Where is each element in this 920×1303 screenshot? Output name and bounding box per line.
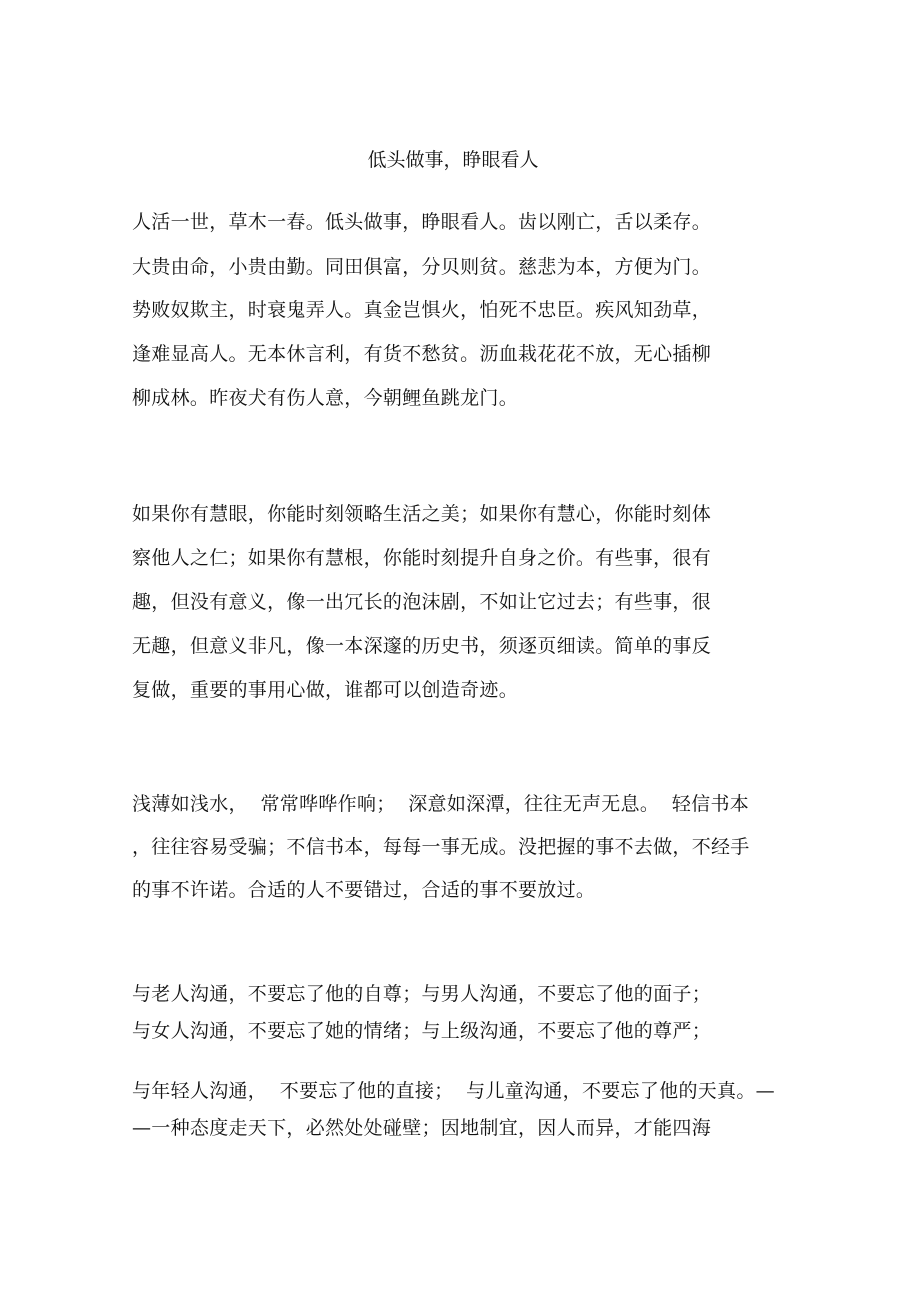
paragraph-5-line-2: —一种态度走天下，必然处处碰壁；因地制宜，因人而异，才能四海 [132, 1117, 712, 1139]
paragraph-2-line-4: 无趣，但意义非凡，像一本深邃的历史书，须逐页细读。简单的事反 [132, 635, 712, 657]
document-title: 低头做事，睁眼看人 [367, 149, 539, 171]
paragraph-1-line-4: 逢难显高人。无本休言利，有货不愁贫。沥血栽花花不放，无心插柳 [132, 343, 712, 365]
paragraph-2-line-3: 趣，但没有意义，像一出冗长的泡沫剧，不如让它过去；有些事，很 [132, 591, 712, 613]
paragraph-2-line-5: 复做，重要的事用心做，谁都可以创造奇迹。 [132, 679, 519, 701]
paragraph-2-line-1: 如果你有慧眼，你能时刻领略生活之美；如果你有慧心，你能时刻体 [132, 503, 712, 525]
paragraph-2-line-2: 察他人之仁；如果你有慧根，你能时刻提升自身之价。有些事，很有 [132, 547, 712, 569]
paragraph-1-line-5: 柳成林。昨夜犬有伤人意，今朝鲤鱼跳龙门。 [132, 387, 519, 409]
paragraph-4-line-2: 与女人沟通，不要忘了她的情绪；与上级沟通，不要忘了他的尊严； [132, 1020, 712, 1042]
paragraph-5-line-1: 与年轻人沟通， 不要忘了他的直接； 与儿童沟通，不要忘了他的天真。— [132, 1080, 775, 1102]
paragraph-1-line-2: 大贵由命，小贵由勤。同田俱富，分贝则贫。慈悲为本，方便为门。 [132, 256, 712, 278]
paragraph-4-line-1: 与老人沟通，不要忘了他的自尊；与男人沟通，不要忘了他的面子； [132, 983, 712, 1005]
paragraph-3-line-3: 的事不许诺。合适的人不要错过，合适的事不要放过。 [132, 879, 596, 901]
paragraph-3-line-1: 浅薄如浅水， 常常哗哗作响； 深意如深潭，往往无声无息。 轻信书本 [132, 793, 750, 815]
paragraph-1-line-1: 人活一世，草木一春。低头做事，睁眼看人。齿以刚亡，舌以柔存。 [132, 211, 712, 233]
paragraph-1-line-3: 势败奴欺主，时衰鬼弄人。真金岂惧火，怕死不忠臣。疾风知劲草， [132, 299, 712, 321]
paragraph-3-line-2: ，往往容易受骗；不信书本，每每一事无成。没把握的事不去做，不经手 [132, 836, 750, 858]
